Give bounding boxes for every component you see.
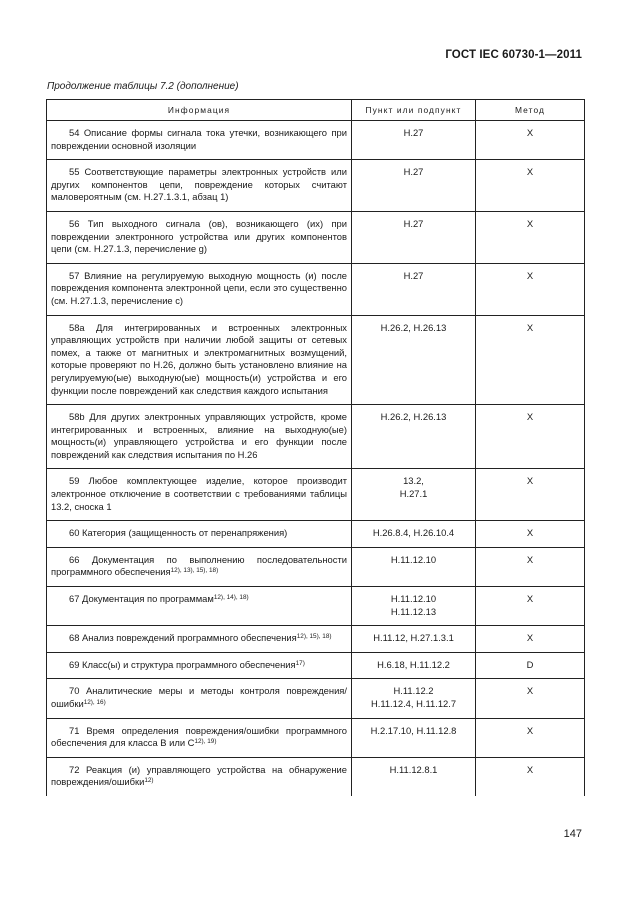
info-cell bbox=[47, 405, 352, 469]
method-cell: X bbox=[476, 315, 585, 405]
info-text: 59 Любое комплектующее изделие, которое производит электронное отключение в соответствии с требованиями таблицы 13.2, сноска 1 bbox=[51, 475, 347, 512]
method-cell: X bbox=[476, 718, 585, 757]
method-cell: X bbox=[476, 121, 585, 160]
clause-cell: H.27 bbox=[352, 160, 476, 212]
method-cell: X bbox=[476, 263, 585, 315]
info-cell bbox=[47, 679, 352, 718]
info-text: 57 Влияние на регулируемую выходную мощность (и) после повреждения компонента электронной цепи, если это существенно (см. H.27.1.3, перечисление с) bbox=[51, 269, 347, 306]
table-header-row bbox=[47, 100, 585, 121]
document-header: ГОСТ IEC 60730-1—2011 bbox=[445, 49, 582, 61]
method-cell: X bbox=[476, 626, 585, 653]
column-header-info: Информация bbox=[47, 100, 352, 121]
footnote-refs: 12), 15), 18) bbox=[296, 633, 332, 641]
info-text: 70 Аналитические меры и методы контроля повреждения/ошибки bbox=[51, 685, 347, 709]
info-text: 67 Документация по программам bbox=[69, 593, 214, 605]
clause-cell: H.6.18, H.11.12.2 bbox=[352, 652, 476, 679]
info-text: 66 Документация по выполнению последовательности программного обеспечения bbox=[51, 553, 347, 578]
table-row bbox=[47, 679, 585, 718]
column-header-method: Метод bbox=[476, 100, 585, 121]
table-caption: Продолжение таблицы 7.2 (дополнение) bbox=[47, 81, 239, 92]
footnote-refs: 12) bbox=[144, 777, 154, 785]
clause-cell: H.2.17.10, H.11.12.8 bbox=[352, 718, 476, 757]
info-cell bbox=[47, 160, 352, 212]
info-text: 55 Соответствующие параметры электронных устройств или других компонентов цепи, повреждение которых считают маловероятным (см. H.27.1.3.1, абзац 1) bbox=[51, 166, 347, 203]
requirements-table bbox=[46, 99, 585, 796]
info-text: 56 Тип выходного сигнала (ов), возникающего (их) при повреждении электронного устройства или других компонентов цепи (см. H.27.1.3, перечисление g) bbox=[51, 217, 347, 255]
info-cell bbox=[47, 652, 352, 679]
info-cell bbox=[47, 626, 352, 653]
table-row bbox=[47, 652, 585, 679]
method-cell: X bbox=[476, 469, 585, 521]
clause-cell: H.11.12.10 H.11.12.13 bbox=[352, 587, 476, 626]
clause-cell: H.27 bbox=[352, 211, 476, 263]
table-row bbox=[47, 626, 585, 653]
footnote-refs: 12), 14), 18) bbox=[213, 594, 249, 602]
footnote-refs: 12), 13), 15), 18) bbox=[170, 567, 219, 575]
table-row bbox=[47, 469, 585, 521]
info-text: 58b Для других электронных управляющих устройств, кроме интегрированных и встроенных, влияние на выходную(ые) мощность(и) управляющего устройства и его функции после повреждений как следствия испытания по H.26 bbox=[51, 411, 347, 460]
info-text: 71 Время определения повреждения/ошибки программного обеспечения для класса В или С bbox=[51, 724, 347, 749]
table-row bbox=[47, 521, 585, 548]
column-header-clause: Пункт или подпункт bbox=[352, 100, 476, 121]
method-cell: X bbox=[476, 679, 585, 718]
info-text: 68 Анализ повреждений программного обеспечения bbox=[69, 632, 297, 644]
table-row bbox=[47, 211, 585, 263]
page-number: 147 bbox=[563, 828, 582, 840]
info-cell bbox=[47, 521, 352, 548]
info-cell bbox=[47, 315, 352, 405]
clause-cell: H.11.12.10 bbox=[352, 547, 476, 586]
info-text: 69 Класс(ы) и структура программного обеспечения bbox=[69, 658, 296, 670]
info-cell bbox=[47, 757, 352, 796]
clause-cell: H.11.12.8.1 bbox=[352, 757, 476, 796]
table-row bbox=[47, 587, 585, 626]
table-row bbox=[47, 757, 585, 796]
info-cell bbox=[47, 587, 352, 626]
clause-cell: 13.2, H.27.1 bbox=[352, 469, 476, 521]
table-row bbox=[47, 547, 585, 586]
table-row bbox=[47, 718, 585, 757]
info-text: 60 Категория (защищенность от перенапряжения) bbox=[69, 527, 288, 539]
table-row bbox=[47, 160, 585, 212]
table-row bbox=[47, 315, 585, 405]
info-text: 72 Реакция (и) управляющего устройства на обнаружение повреждения/ошибки bbox=[51, 763, 347, 788]
table-row bbox=[47, 263, 585, 315]
info-cell bbox=[47, 263, 352, 315]
clause-cell: H.11.12.2 H.11.12.4, H.11.12.7 bbox=[352, 679, 476, 718]
clause-cell: H.26.2, H.26.13 bbox=[352, 315, 476, 405]
footnote-refs: 12), 16) bbox=[83, 699, 106, 706]
clause-cell: H.27 bbox=[352, 263, 476, 315]
table-row bbox=[47, 405, 585, 469]
method-cell: X bbox=[476, 587, 585, 626]
info-cell bbox=[47, 469, 352, 521]
clause-cell: H.27 bbox=[352, 121, 476, 160]
info-text: 58а Для интегрированных и встроенных электронных управляющих устройств при наличии любой защиты от сетевых помех, а также от магнитных и электромагнитных возмущений, которые проверяют по H.26, должно быть установлено влияние на регулируемую(ые) выходную(ые) мощность(и) устройства и его функции после повреждений как следствия каждого испытания bbox=[51, 321, 347, 396]
table-row bbox=[47, 121, 585, 160]
clause-cell: H.11.12, H.27.1.3.1 bbox=[352, 626, 476, 653]
clause-cell: H.26.8.4, H.26.10.4 bbox=[352, 521, 476, 548]
footnote-refs: 17) bbox=[295, 659, 305, 667]
info-text: 54 Описание формы сигнала тока утечки, возникающего при повреждении основной изоляции bbox=[51, 127, 347, 151]
clause-cell: H.26.2, H.26.13 bbox=[352, 405, 476, 469]
method-cell: X bbox=[476, 405, 585, 469]
method-cell: X bbox=[476, 160, 585, 212]
method-cell: X bbox=[476, 521, 585, 548]
method-cell: D bbox=[476, 652, 585, 679]
info-cell bbox=[47, 718, 352, 757]
info-cell bbox=[47, 211, 352, 263]
method-cell: X bbox=[476, 211, 585, 263]
footnote-refs: 12), 19) bbox=[194, 738, 217, 746]
method-cell: X bbox=[476, 547, 585, 586]
method-cell: X bbox=[476, 757, 585, 796]
info-cell bbox=[47, 547, 352, 586]
info-cell bbox=[47, 121, 352, 160]
